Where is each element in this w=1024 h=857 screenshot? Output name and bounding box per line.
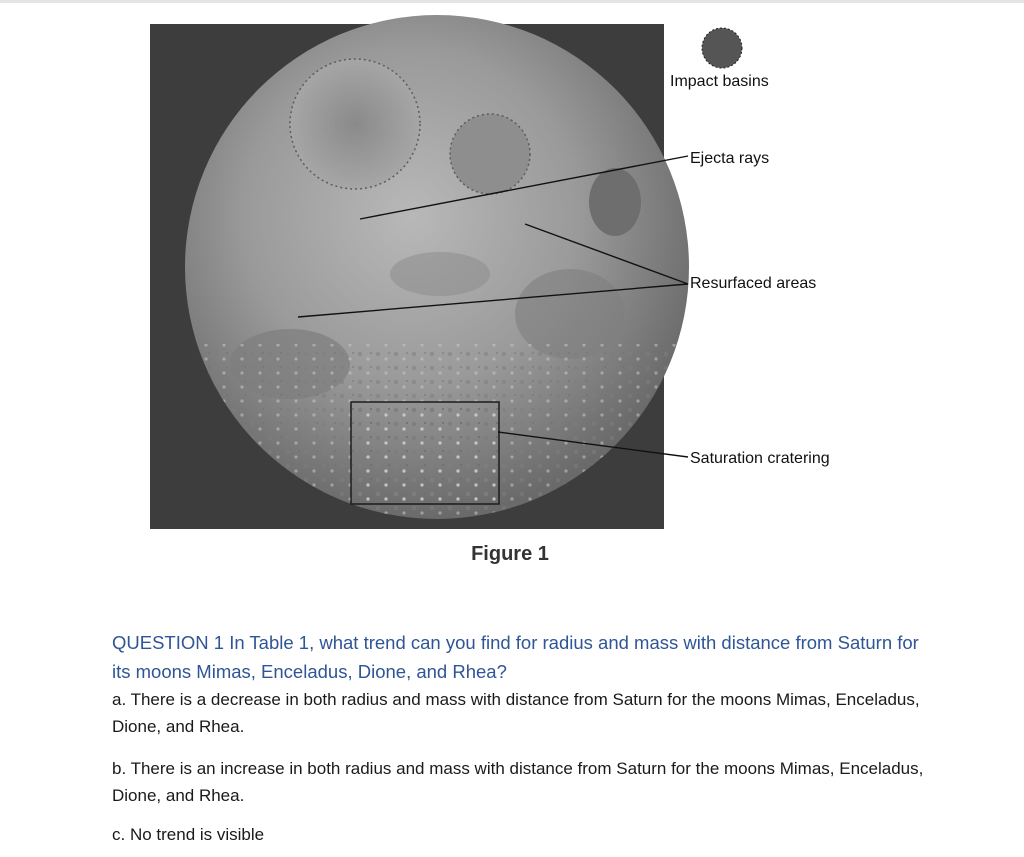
saturation-crater-texture (350, 404, 500, 504)
ejecta-rays-label: Ejecta rays (690, 150, 770, 167)
saturation-cratering-label: Saturation cratering (690, 450, 830, 467)
impact-basin-legend-icon (702, 28, 742, 68)
impact-basin (290, 59, 420, 189)
impact-basins-label: Impact basins (670, 73, 769, 90)
moon-figure-svg (140, 14, 880, 529)
top-divider (0, 0, 1024, 3)
moon-figure (140, 14, 880, 529)
figure-caption: Figure 1 (471, 543, 549, 565)
resurfaced-areas-label: Resurfaced areas (690, 275, 817, 292)
mare-region (390, 252, 490, 296)
answer-option-c[interactable]: c. No trend is visible (112, 825, 265, 844)
impact-basin (450, 114, 530, 194)
answer-option-b[interactable]: b. There is an increase in both radius and mass with distance from Saturn for the moons Mimas, Enceladus, Dione, and Rhea. (112, 759, 924, 805)
answer-option-a[interactable]: a. There is a decrease in both radius and mass with distance from Saturn for the moons Mimas, Enceladus, Dione, and Rhea. (112, 690, 920, 736)
crater-basin-dark (589, 168, 641, 236)
question-title: QUESTION 1 In Table 1, what trend can you find for radius and mass with distance from Saturn for its moons Mimas, Enceladus, Dione, and Rhea? (112, 632, 919, 682)
